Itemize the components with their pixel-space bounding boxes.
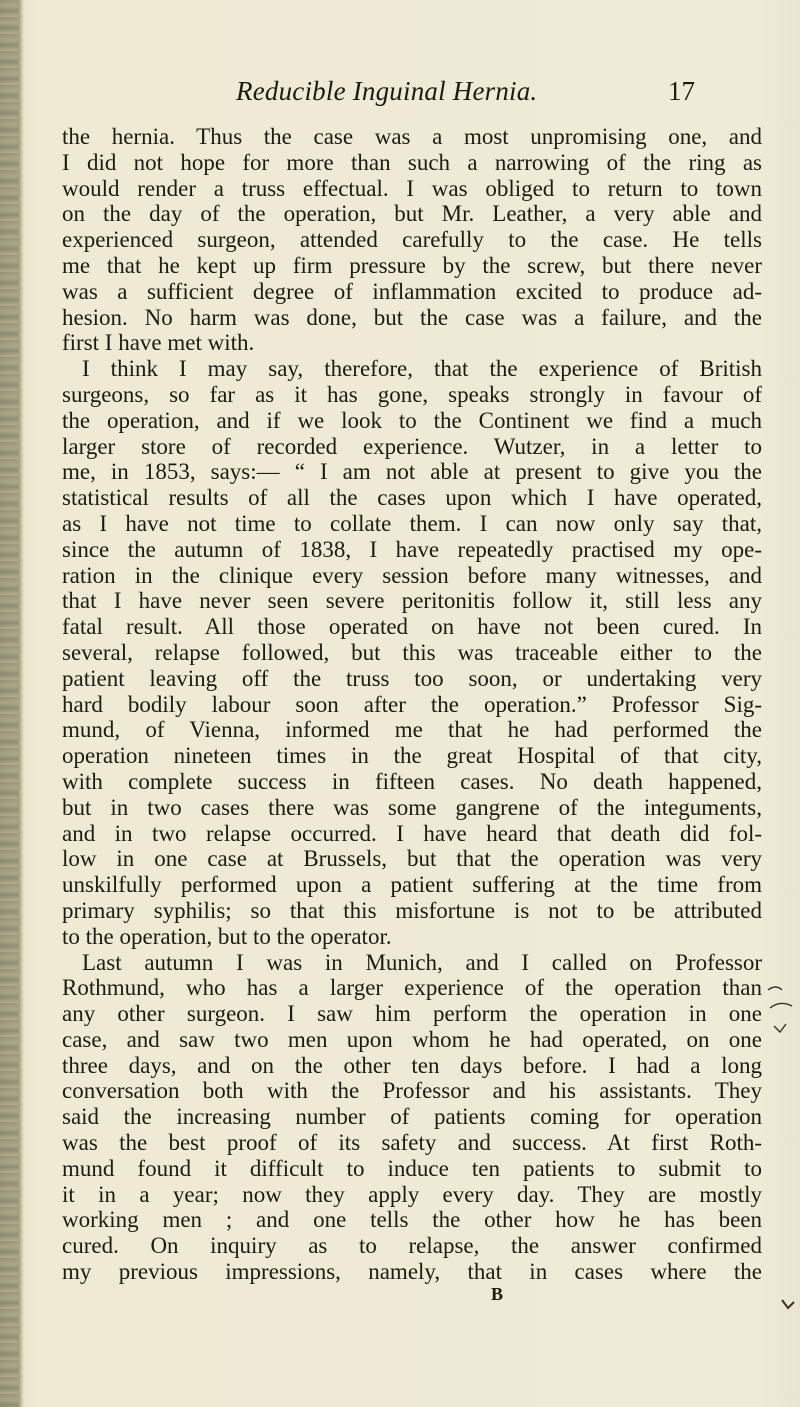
text-line: and in two relapse occurred. I have heard that death did fol-	[62, 820, 762, 846]
text-line: that I have never seen severe peritonitis follow it, still less any	[62, 588, 762, 614]
body-text	[62, 124, 762, 1285]
text-line: with complete success in fifteen cases. No death happened,	[62, 768, 762, 794]
text-line: mund, of Vienna, informed me that he had performed the	[62, 717, 762, 743]
text-line: me that he kept up firm pressure by the screw, but there never	[62, 252, 762, 278]
text-line: to the operation, but to the operator.	[62, 923, 392, 949]
text-line: ration in the clinique every session before many witnesses, and	[62, 562, 762, 588]
pencil-mark	[766, 982, 796, 1042]
text-line: low in one case at Brussels, but that the operation was very	[62, 846, 762, 872]
text-line: said the increasing number of patients coming for operation	[62, 1104, 762, 1130]
text-line: me, in 1853, says:— “ I am not able at present to give you the	[62, 459, 762, 485]
text-line: patient leaving off the truss too soon, or undertaking very	[62, 665, 762, 691]
text-line: my previous impressions, namely, that in cases where the	[62, 1259, 762, 1285]
text-line: was a sufficient degree of inflammation excited to produce ad-	[62, 278, 762, 304]
text-line: cured. On inquiry as to relapse, the answer confirmed	[62, 1233, 762, 1259]
text-line: I think I may say, therefore, that the experience of British	[82, 356, 762, 382]
text-line: experienced surgeon, attended carefully to the case. He tells	[62, 227, 762, 253]
text-line: Rothmund, who has a larger experience of the operation than	[62, 975, 762, 1001]
text-line: working men ; and one tells the other how he has been	[62, 1207, 762, 1233]
page-binding-gutter	[0, 0, 18, 1407]
text-line: would render a truss effectual. I was obliged to return to town	[62, 175, 762, 201]
text-line: hard bodily labour soon after the operation.” Professor Sig-	[62, 691, 762, 717]
text-line: on the day of the operation, but Mr. Leather, a very able and	[62, 201, 762, 227]
text-line: the operation, and if we look to the Continent we find a much	[62, 407, 762, 433]
text-line: fatal result. All those operated on have not been cured. In	[62, 614, 762, 640]
text-line: as I have not time to collate them. I can now only say that,	[62, 510, 762, 536]
pencil-mark	[780, 1296, 796, 1312]
text-line: operation nineteen times in the great Hospital of that city,	[62, 743, 762, 769]
text-line: hesion. No harm was done, but the case was a failure, and the	[62, 304, 762, 330]
text-line: mund found it difficult to induce ten patients to submit to	[62, 1155, 762, 1181]
text-line: case, and saw two men upon whom he had operated, on one	[62, 1026, 762, 1052]
text-line: several, relapse followed, but this was traceable either to the	[62, 639, 762, 665]
text-line: larger store of recorded experience. Wutzer, in a letter to	[62, 433, 762, 459]
running-head: Reducible Inguinal Hernia.	[236, 76, 538, 106]
text-line: surgeons, so far as it has gone, speaks strongly in favour of	[62, 381, 762, 407]
text-line: but in two cases there was some gangrene of the integuments,	[62, 794, 762, 820]
page-number: 17	[668, 76, 695, 106]
text-line: unskilfully performed upon a patient suffering at the time from	[62, 872, 762, 898]
text-line: since the autumn of 1838, I have repeatedly practised my ope-	[62, 536, 762, 562]
text-line: Last autumn I was in Munich, and I called on Professor	[82, 949, 762, 975]
text-line: any other surgeon. I saw him perform the operation in one	[62, 1001, 762, 1027]
text-line: primary syphilis; so that this misfortune is not to be attributed	[62, 897, 762, 923]
text-line: three days, and on the other ten days before. I had a long	[62, 1052, 762, 1078]
text-line: was the best proof of its safety and success. At first Roth-	[62, 1130, 762, 1156]
text-line: statistical results of all the cases upon which I have operated,	[62, 485, 762, 511]
printer-signature-mark: B	[491, 1284, 504, 1304]
text-line: first I have met with.	[62, 330, 255, 356]
text-line: the hernia. Thus the case was a most unpromising one, and	[62, 124, 762, 149]
text-line: it in a year; now they apply every day. They are mostly	[62, 1181, 762, 1207]
text-line: conversation both with the Professor and his assistants. They	[62, 1078, 762, 1104]
gutter-shadow	[18, 0, 24, 1407]
text-line: I did not hope for more than such a narrowing of the ring as	[62, 149, 762, 175]
